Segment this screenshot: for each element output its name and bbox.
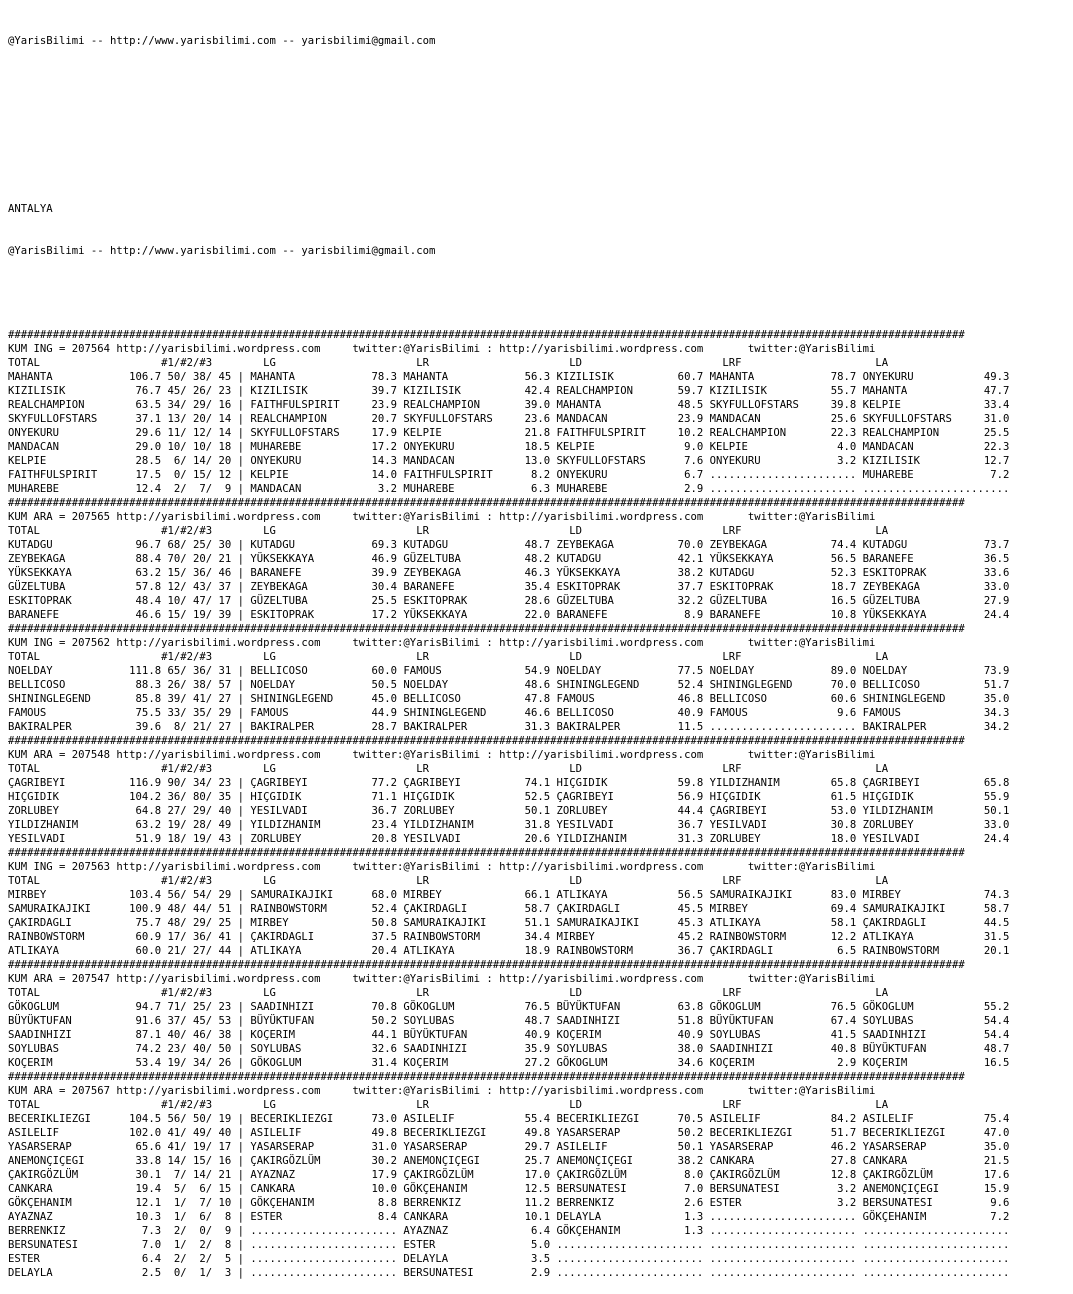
table-row: DELAYLA 2.5 0/ 1/ 3 | ....................... BERSUNATESI 2.9 ....................... ....................... ....................... [8,1267,1010,1279]
city-title: ANTALYA [8,203,53,215]
separator-line: ###################################################################################################################################################### [8,623,965,635]
table-row: BERRENKIZ 7.3 2/ 0/ 9 | ....................... AYAZNAZ 6.4 GÖKÇEHANIM 1.3 ....................... ....................... [8,1225,1010,1237]
race-block [8,846,1070,958]
table-row: SAADINHIZI 87.1 40/ 46/ 38 | KOÇERIM 44.1 BÜYÜKTUFAN 40.9 KOÇERIM 40.9 SOYLUBAS 41.5 SAADINHIZI 54.4 [8,1029,1010,1041]
table-row: ESKITOPRAK 48.4 10/ 47/ 17 | GÜZELTUBA 25.5 ESKITOPRAK 28.6 GÜZELTUBA 32.2 GÜZELTUBA 16.5 GÜZELTUBA 27.9 [8,595,1010,607]
race-title: KUM ARA = 207565 http://yarisbilimi.wordpress.com twitter:@YarisBilimi : http://yarisbilimi.wordpress.com twitter:@YarisBilimi [8,511,876,523]
table-row: YESILVADI 51.9 18/ 19/ 43 | ZORLUBEY 20.8 YESILVADI 20.6 YILDIZHANIM 31.3 ZORLUBEY 18.0 YESILVADI 24.4 [8,833,1010,845]
table-row: BAKIRALPER 39.6 8/ 21/ 27 | BAKIRALPER 28.7 BAKIRALPER 31.3 BAKIRALPER 11.5 ....................... BAKIRALPER 34.2 [8,721,1010,733]
separator-line: ###################################################################################################################################################### [8,735,965,747]
contact-line: @YarisBilimi -- http://www.yarisbilimi.com -- yarisbilimi@gmail.com [8,245,436,257]
column-header: TOTAL #1/#2/#3 LG LR LD LRF LA [8,525,889,537]
separator-line: ###################################################################################################################################################### [8,497,965,509]
contact-line: @YarisBilimi -- http://www.yarisbilimi.com -- yarisbilimi@gmail.com [8,35,436,47]
table-row: BÜYÜKTUFAN 91.6 37/ 45/ 53 | BÜYÜKTUFAN 50.2 SOYLUBAS 48.7 SAADINHIZI 51.8 BÜYÜKTUFAN 67.4 SOYLUBAS 54.4 [8,1015,1010,1027]
blank-line [8,286,1070,300]
blank-line [8,76,1070,90]
table-row: GÜZELTUBA 57.8 12/ 43/ 37 | ZEYBEKAGA 30.4 BARANEFE 35.4 ESKITOPRAK 37.7 ESKITOPRAK 18.7 ZEYBEKAGA 33.0 [8,581,1010,593]
table-row: MIRBEY 103.4 56/ 54/ 29 | SAMURAIKAJIKI 68.0 MIRBEY 66.1 ATLIKAYA 56.5 SAMURAIKAJIKI 83.0 MIRBEY 74.3 [8,889,1010,901]
column-header: TOTAL #1/#2/#3 LG LR LD LRF LA [8,875,889,887]
race-title: KUM ING = 207563 http://yarisbilimi.wordpress.com twitter:@YarisBilimi : http://yarisbilimi.wordpress.com twitter:@YarisBilimi [8,861,876,873]
column-header: TOTAL #1/#2/#3 LG LR LD LRF LA [8,651,889,663]
race-block [8,328,1070,496]
separator-line: ###################################################################################################################################################### [8,847,965,859]
table-row: BARANEFE 46.6 15/ 19/ 39 | ESKITOPRAK 17.2 YÜKSEKKAYA 22.0 BARANEFE 8.9 BARANEFE 10.8 YÜKSEKKAYA 24.4 [8,609,1010,621]
table-row: HIÇGIDIK 104.2 36/ 80/ 35 | HIÇGIDIK 71.1 HIÇGIDIK 52.5 ÇAGRIBEYI 56.9 HIÇGIDIK 61.5 HIÇGIDIK 55.9 [8,791,1010,803]
race-title: KUM ARA = 207567 http://yarisbilimi.wordpress.com twitter:@YarisBilimi : http://yarisbilimi.wordpress.com twitter:@YarisBilimi [8,1085,876,1097]
table-row: BELLICOSO 88.3 26/ 38/ 57 | NOELDAY 50.5 NOELDAY 48.6 SHININGLEGEND 52.4 SHININGLEGEND 70.0 BELLICOSO 51.7 [8,679,1010,691]
table-row: CANKARA 19.4 5/ 6/ 15 | CANKARA 10.0 GÖKÇEHANIM 12.5 BERSUNATESI 7.0 BERSUNATESI 3.2 ANEMONÇIÇEGI 15.9 [8,1183,1010,1195]
race-title: KUM ARA = 207547 http://yarisbilimi.wordpress.com twitter:@YarisBilimi : http://yarisbilimi.wordpress.com twitter:@YarisBilimi [8,973,876,985]
table-row: KIZILISIK 76.7 45/ 26/ 23 | KIZILISIK 39.7 KIZILISIK 42.4 REALCHAMPION 59.7 KIZILISIK 55.7 MAHANTA 47.7 [8,385,1010,397]
table-row: SOYLUBAS 74.2 23/ 40/ 50 | SOYLUBAS 32.6 SAADINHIZI 35.9 SOYLUBAS 38.0 SAADINHIZI 40.8 BÜYÜKTUFAN 48.7 [8,1043,1010,1055]
race-block [8,734,1070,846]
separator-line: ###################################################################################################################################################### [8,329,965,341]
table-row: ANEMONÇIÇEGI 33.8 14/ 15/ 16 | ÇAKIRGÖZLÜM 30.2 ANEMONÇIÇEGI 25.7 ANEMONÇIÇEGI 38.2 CANKARA 27.8 CANKARA 21.5 [8,1155,1010,1167]
blank-line [8,160,1070,174]
table-row: ÇAKIRDAGLI 75.7 48/ 29/ 25 | MIRBEY 50.8 SAMURAIKAJIKI 51.1 SAMURAIKAJIKI 45.3 ATLIKAYA 58.1 ÇAKIRDAGLI 44.5 [8,917,1010,929]
column-header: TOTAL #1/#2/#3 LG LR LD LRF LA [8,763,889,775]
column-header: TOTAL #1/#2/#3 LG LR LD LRF LA [8,1099,889,1111]
table-row: YASARSERAP 65.6 41/ 19/ 17 | YASARSERAP 31.0 YASARSERAP 29.7 ASILELIF 50.1 YASARSERAP 46.2 YASARSERAP 35.0 [8,1141,1010,1153]
table-row: ATLIKAYA 60.0 21/ 27/ 44 | ATLIKAYA 20.4 ATLIKAYA 18.9 RAINBOWSTORM 36.7 ÇAKIRDAGLI 6.5 RAINBOWSTORM 20.1 [8,945,1010,957]
race-title: KUM ING = 207564 http://yarisbilimi.wordpress.com twitter:@YarisBilimi : http://yarisbilimi.wordpress.com twitter:@YarisBilimi [8,343,876,355]
race-title: KUM ING = 207562 http://yarisbilimi.wordpress.com twitter:@YarisBilimi : http://yarisbilimi.wordpress.com twitter:@YarisBilimi [8,637,876,649]
table-row: GÖKÇEHANIM 12.1 1/ 7/ 10 | GÖKÇEHANIM 8.8 BERRENKIZ 11.2 BERRENKIZ 2.6 ESTER 3.2 BERSUNATESI 9.6 [8,1197,1010,1209]
race-block [8,958,1070,1070]
table-row: SHININGLEGEND 85.8 39/ 41/ 27 | SHININGLEGEND 45.0 BELLICOSO 47.8 FAMOUS 46.8 BELLICOSO 60.6 SHININGLEGEND 35.0 [8,693,1010,705]
table-row: KOÇERIM 53.4 19/ 34/ 26 | GÖKOGLUM 31.4 KOÇERIM 27.2 GÖKOGLUM 34.6 KOÇERIM 2.9 KOÇERIM 16.5 [8,1057,1010,1069]
table-row: AYAZNAZ 10.3 1/ 6/ 8 | ESTER 8.4 CANKARA 10.1 DELAYLA 1.3 ....................... GÖKÇEHANIM 7.2 [8,1211,1010,1223]
table-row: SKYFULLOFSTARS 37.1 13/ 20/ 14 | REALCHAMPION 20.7 SKYFULLOFSTARS 23.6 MANDACAN 23.9 MANDACAN 25.6 SKYFULLOFSTARS 31.0 [8,413,1010,425]
table-row: RAINBOWSTORM 60.9 17/ 36/ 41 | ÇAKIRDAGLI 37.5 RAINBOWSTORM 34.4 MIRBEY 45.2 RAINBOWSTORM 12.2 ATLIKAYA 31.5 [8,931,1010,943]
table-row: REALCHAMPION 63.5 34/ 29/ 16 | FAITHFULSPIRIT 23.9 REALCHAMPION 39.0 MAHANTA 48.5 SKYFULLOFSTARS 39.8 KELPIE 33.4 [8,399,1010,411]
table-row: ESTER 6.4 2/ 2/ 5 | ....................... DELAYLA 3.5 ....................... ....................... ....................... [8,1253,1010,1265]
table-row: KELPIE 28.5 6/ 14/ 20 | ONYEKURU 14.3 MANDACAN 13.0 SKYFULLOFSTARS 7.6 ONYEKURU 3.2 KIZILISIK 12.7 [8,455,1010,467]
table-row: SAMURAIKAJIKI 100.9 48/ 44/ 51 | RAINBOWSTORM 52.4 ÇAKIRDAGLI 58.7 ÇAKIRDAGLI 45.5 MIRBEY 69.4 SAMURAIKAJIKI 58.7 [8,903,1010,915]
table-row: GÖKOGLUM 94.7 71/ 25/ 23 | SAADINHIZI 70.8 GÖKOGLUM 76.5 BÜYÜKTUFAN 63.8 GÖKOGLUM 76.5 GÖKOGLUM 55.2 [8,1001,1010,1013]
table-row: BECERIKLIEZGI 104.5 56/ 50/ 19 | BECERIKLIEZGI 73.0 ASILELIF 55.4 BECERIKLIEZGI 70.5 ASILELIF 84.2 ASILELIF 75.4 [8,1113,1010,1125]
race-list [8,328,1070,1280]
race-block [8,622,1070,734]
table-row: YÜKSEKKAYA 63.2 15/ 36/ 46 | BARANEFE 39.9 ZEYBEKAGA 46.3 YÜKSEKKAYA 38.2 KUTADGU 52.3 ESKITOPRAK 33.6 [8,567,1010,579]
race-block [8,496,1070,622]
table-row: BERSUNATESI 7.0 1/ 2/ 8 | ....................... ESTER 5.0 ....................... ....................... ....................... [8,1239,1010,1251]
column-header: TOTAL #1/#2/#3 LG LR LD LRF LA [8,357,889,369]
table-row: MANDACAN 29.0 10/ 10/ 18 | MUHAREBE 17.2 ONYEKURU 18.5 KELPIE 9.0 KELPIE 4.0 MANDACAN 22.3 [8,441,1010,453]
table-row: MUHAREBE 12.4 2/ 7/ 9 | MANDACAN 3.2 MUHAREBE 6.3 MUHAREBE 2.9 ....................... ....................... [8,483,1010,495]
table-row: ZORLUBEY 64.8 27/ 29/ 40 | YESILVADI 36.7 ZORLUBEY 50.1 ZORLUBEY 44.4 ÇAGRIBEYI 53.0 YILDIZHANIM 50.1 [8,805,1010,817]
table-row: ÇAKIRGÖZLÜM 30.1 7/ 14/ 21 | AYAZNAZ 17.9 ÇAKIRGÖZLÜM 17.0 ÇAKIRGÖZLÜM 8.0 ÇAKIRGÖZLÜM 12.8 ÇAKIRGÖZLÜM 17.6 [8,1169,1010,1181]
table-row: ÇAGRIBEYI 116.9 90/ 34/ 23 | ÇAGRIBEYI 77.2 ÇAGRIBEYI 74.1 HIÇGIDIK 59.8 YILDIZHANIM 65.8 ÇAGRIBEYI 65.8 [8,777,1010,789]
separator-line: ###################################################################################################################################################### [8,1071,965,1083]
table-row: FAITHFULSPIRIT 17.5 0/ 15/ 12 | KELPIE 14.0 FAITHFULSPIRIT 8.2 ONYEKURU 6.7 ....................... MUHAREBE 7.2 [8,469,1010,481]
blank-line [8,118,1070,132]
table-row: YILDIZHANIM 63.2 19/ 28/ 49 | YILDIZHANIM 23.4 YILDIZHANIM 31.8 YESILVADI 36.7 YESILVADI 30.8 ZORLUBEY 33.0 [8,819,1010,831]
table-row: KUTADGU 96.7 68/ 25/ 30 | KUTADGU 69.3 KUTADGU 48.7 ZEYBEKAGA 70.0 ZEYBEKAGA 74.4 KUTADGU 73.7 [8,539,1010,551]
column-header: TOTAL #1/#2/#3 LG LR LD LRF LA [8,987,889,999]
table-row: ONYEKURU 29.6 11/ 12/ 14 | SKYFULLOFSTARS 17.9 KELPIE 21.8 FAITHFULSPIRIT 10.2 REALCHAMPION 22.3 REALCHAMPION 25.5 [8,427,1010,439]
table-row: NOELDAY 111.8 65/ 36/ 31 | BELLICOSO 60.0 FAMOUS 54.9 NOELDAY 77.5 NOELDAY 89.0 NOELDAY 73.9 [8,665,1010,677]
race-block [8,1070,1070,1280]
table-row: FAMOUS 75.5 33/ 35/ 29 | FAMOUS 44.9 SHININGLEGEND 46.6 BELLICOSO 40.9 FAMOUS 9.6 FAMOUS 34.3 [8,707,1010,719]
race-title: KUM ARA = 207548 http://yarisbilimi.wordpress.com twitter:@YarisBilimi : http://yarisbilimi.wordpress.com twitter:@YarisBilimi [8,749,876,761]
separator-line: ###################################################################################################################################################### [8,959,965,971]
table-row: MAHANTA 106.7 50/ 38/ 45 | MAHANTA 78.3 MAHANTA 56.3 KIZILISIK 60.7 MAHANTA 78.7 ONYEKURU 49.3 [8,371,1010,383]
table-row: ASILELIF 102.0 41/ 49/ 40 | ASILELIF 49.8 BECERIKLIEZGI 49.8 YASARSERAP 50.2 BECERIKLIEZGI 51.7 BECERIKLIEZGI 47.0 [8,1127,1010,1139]
table-row: ZEYBEKAGA 88.4 70/ 20/ 21 | YÜKSEKKAYA 46.9 GÜZELTUBA 48.2 KUTADGU 42.1 YÜKSEKKAYA 56.5 BARANEFE 36.5 [8,553,1010,565]
results-document [8,6,1070,1294]
